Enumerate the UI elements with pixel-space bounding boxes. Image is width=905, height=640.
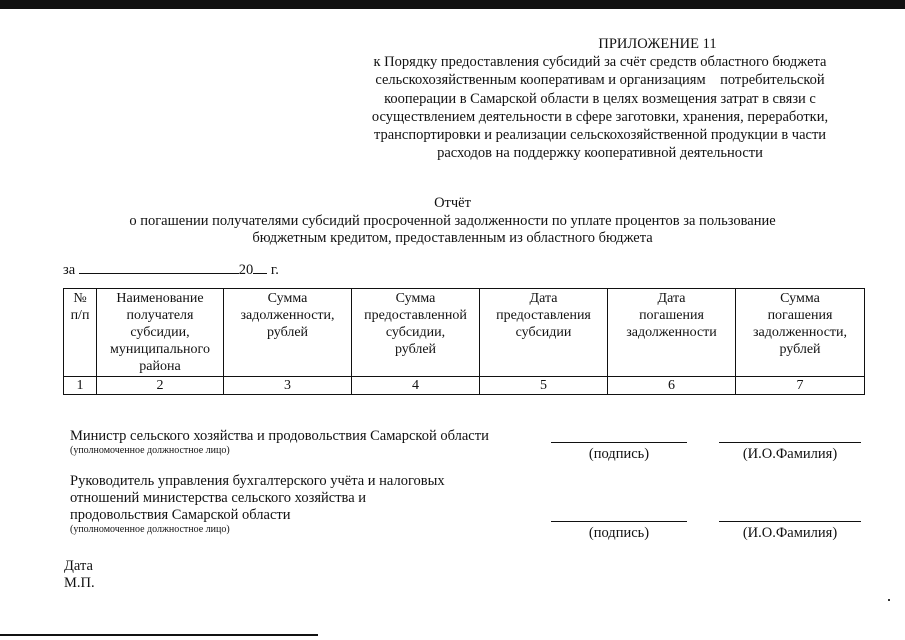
- report-subtitle-line: о погашении получателями субсидий просроченной задолженности по уплате процентов за пользование: [129, 212, 776, 229]
- table-header-cell: [736, 289, 865, 377]
- table-header-cell: [64, 289, 97, 377]
- signatory-subtitle: (уполномоченное должностное лицо): [70, 445, 230, 456]
- report-period: [63, 261, 279, 279]
- header-text: №: [73, 291, 87, 306]
- table-header-cell: [97, 289, 224, 377]
- header-text: погашения: [639, 308, 704, 323]
- top-border-bar: [0, 0, 905, 9]
- column-number: 4: [352, 377, 480, 395]
- header-text: субсидии,: [130, 325, 190, 340]
- header-text: района: [139, 359, 181, 374]
- header-text: Сумма: [267, 291, 308, 306]
- header-text: Дата: [529, 291, 558, 306]
- header-text: п/п: [70, 308, 90, 323]
- stamp-label: М.П.: [64, 575, 95, 591]
- column-number: 3: [224, 377, 352, 395]
- signatory-title: продовольствия Самарской области: [70, 507, 291, 523]
- table-header-cell: [352, 289, 480, 377]
- report-table: [63, 288, 865, 395]
- report-title: Отчёт: [434, 195, 471, 211]
- column-number: 1: [64, 377, 97, 395]
- signatory-title: Министр сельского хозяйства и продовольствия Самарской области: [70, 428, 489, 444]
- signature-caption: (подпись): [588, 446, 650, 462]
- column-number: 6: [608, 377, 736, 395]
- signatory-title: Руководитель управления бухгалтерского учёта и налоговых: [70, 473, 445, 489]
- appendix-line: расходов на поддержку кооперативной деятельности: [437, 145, 763, 162]
- name-caption: (И.О.Фамилия): [742, 446, 838, 462]
- header-text: погашения: [767, 308, 833, 323]
- column-number: 7: [736, 377, 865, 395]
- header-text: рублей: [779, 342, 821, 357]
- header-text: получателя: [126, 308, 194, 323]
- signature-caption: (подпись): [588, 525, 650, 541]
- table-header-cell: [608, 289, 736, 377]
- header-text: предоставления: [496, 308, 591, 323]
- table-header-cell: [224, 289, 352, 377]
- signatory-block-head: [70, 473, 445, 536]
- header-text: субсидии,: [385, 325, 446, 340]
- table-header-row: [64, 289, 865, 377]
- table-header-cell: [480, 289, 608, 377]
- period-year-field[interactable]: [253, 261, 267, 274]
- table-number-row: [64, 377, 865, 395]
- signatory-block-minister: [70, 428, 489, 457]
- appendix-line: транспортировки и реализации сельскохозяйственной продукции в части: [373, 127, 827, 144]
- header-text: предоставленной: [364, 308, 467, 323]
- signature-line[interactable]: [551, 442, 687, 443]
- header-text: Дата: [657, 291, 686, 306]
- name-caption: (И.О.Фамилия): [742, 525, 838, 541]
- appendix-line: осуществлением деятельности в сфере заготовки, хранения, переработки,: [371, 108, 829, 125]
- signature-line[interactable]: [551, 521, 687, 522]
- signatory-subtitle: (уполномоченное должностное лицо): [70, 524, 230, 535]
- report-title-block: [0, 195, 905, 248]
- period-suffix: г.: [270, 262, 279, 278]
- appendix-line: сельскохозяйственным кооперативам и организациям потребительской: [375, 72, 825, 89]
- signatory-title: отношений министерства сельского хозяйства и: [70, 490, 367, 506]
- appendix-line: к Порядку предоставления субсидий за счёт средств областного бюджета: [373, 54, 827, 71]
- header-text: задолженности,: [752, 325, 848, 340]
- period-year-prefix: 20: [238, 262, 254, 278]
- name-line[interactable]: [719, 521, 861, 522]
- bottom-border-rule: [0, 634, 318, 636]
- header-text: Сумма: [395, 291, 436, 306]
- column-number: 5: [480, 377, 608, 395]
- header-text: муниципального: [110, 342, 210, 357]
- appendix-line: кооперации в Самарской области в целях возмещения затрат в связи с: [384, 90, 816, 107]
- header-text: субсидии: [515, 325, 572, 340]
- header-text: задолженности: [626, 325, 717, 340]
- header-text: рублей: [266, 325, 309, 340]
- header-text: рублей: [394, 342, 437, 357]
- report-subtitle-line: бюджетным кредитом, предоставленным из областного бюджета: [252, 230, 653, 246]
- column-number: 2: [97, 377, 224, 395]
- appendix-block: [355, 35, 845, 162]
- appendix-heading: ПРИЛОЖЕНИЕ 11: [598, 36, 717, 52]
- header-text: Наименование: [116, 291, 204, 306]
- period-prefix: за: [63, 262, 76, 278]
- period-date-field[interactable]: [79, 261, 239, 274]
- scan-speck: [888, 599, 890, 601]
- header-text: Сумма: [780, 291, 820, 306]
- header-text: задолженности,: [240, 308, 335, 323]
- date-label: Дата: [64, 558, 93, 574]
- name-line[interactable]: [719, 442, 861, 443]
